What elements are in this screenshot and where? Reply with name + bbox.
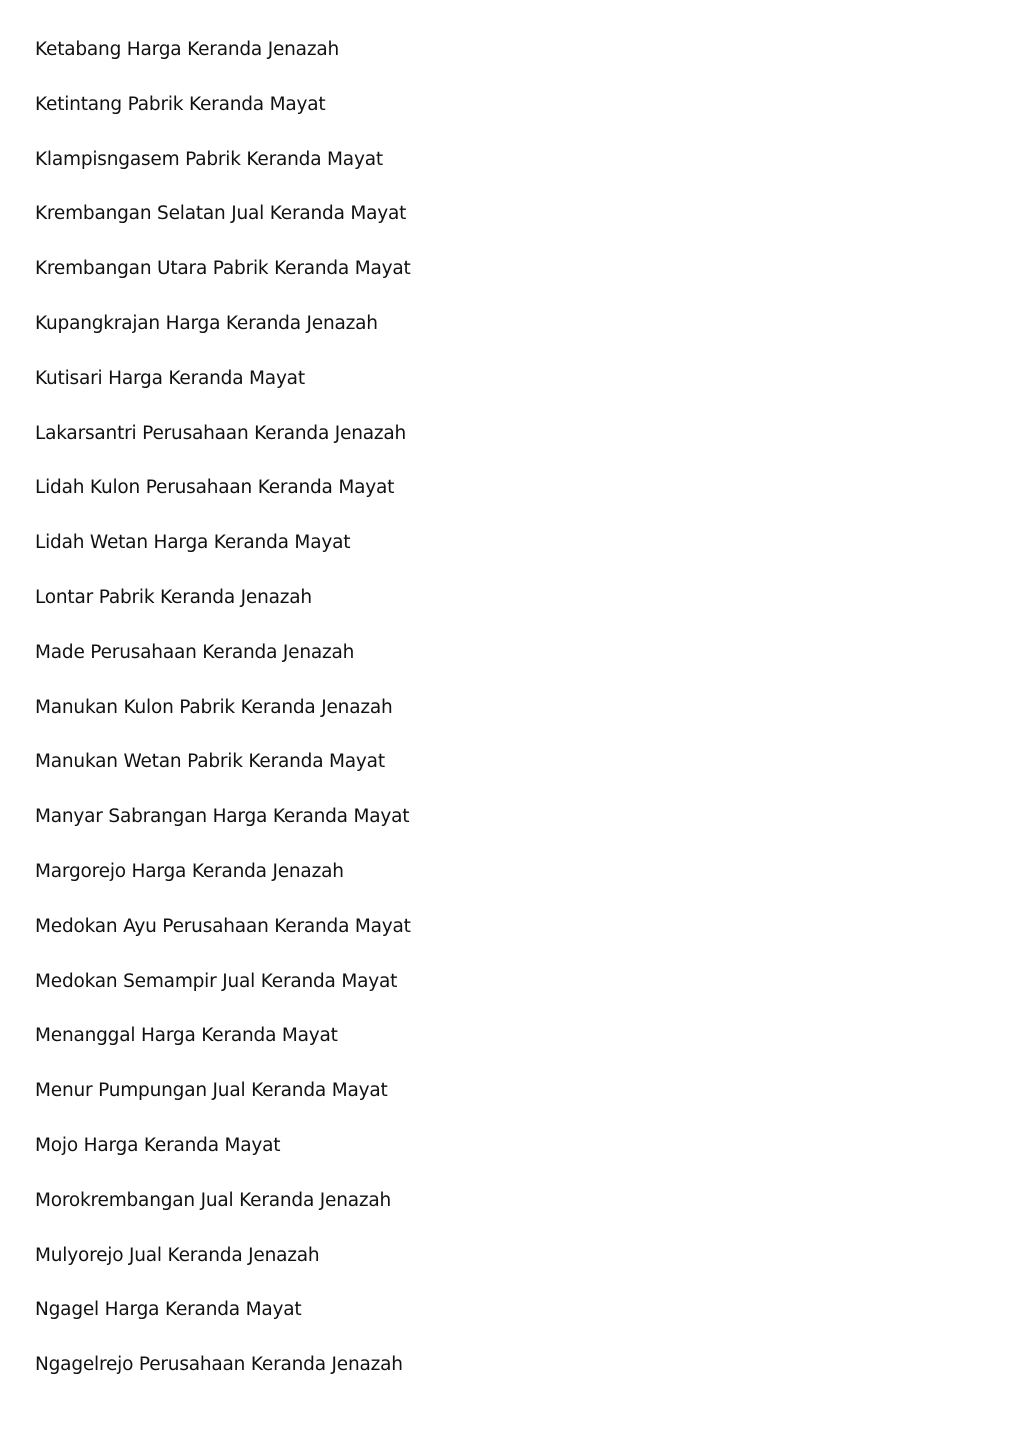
text-line: Ketintang Pabrik Keranda Mayat: [35, 93, 326, 115]
text-line: Manukan Kulon Pabrik Keranda Jenazah: [35, 696, 393, 718]
text-line: Manukan Wetan Pabrik Keranda Mayat: [35, 751, 385, 773]
text-line: Lidah Kulon Perusahaan Keranda Mayat: [35, 477, 395, 499]
text-line: Margorejo Harga Keranda Jenazah: [35, 860, 344, 882]
text-line: Lakarsantri Perusahaan Keranda Jenazah: [35, 422, 407, 444]
text-line-list: [35, 36, 411, 1406]
text-line: Made Perusahaan Keranda Jenazah: [35, 641, 355, 663]
text-line: Manyar Sabrangan Harga Keranda Mayat: [35, 806, 410, 828]
text-line: Krembangan Selatan Jual Keranda Mayat: [35, 203, 407, 225]
text-line: Kupangkrajan Harga Keranda Jenazah: [35, 312, 378, 334]
text-line: Medokan Semampir Jual Keranda Mayat: [35, 970, 398, 992]
text-line: Menur Pumpungan Jual Keranda Mayat: [35, 1080, 388, 1102]
text-line: Mulyorejo Jual Keranda Jenazah: [35, 1244, 320, 1266]
text-line: Lontar Pabrik Keranda Jenazah: [35, 586, 312, 608]
text-line: Menanggal Harga Keranda Mayat: [35, 1025, 338, 1047]
text-line: Lidah Wetan Harga Keranda Mayat: [35, 532, 351, 554]
text-line: Ngagelrejo Perusahaan Keranda Jenazah: [35, 1354, 403, 1376]
text-line: Ketabang Harga Keranda Jenazah: [35, 39, 339, 60]
text-line: Klampisngasem Pabrik Keranda Mayat: [35, 148, 383, 170]
text-line: Morokrembangan Jual Keranda Jenazah: [35, 1189, 392, 1211]
text-line: Krembangan Utara Pabrik Keranda Mayat: [35, 258, 411, 280]
text-line: Mojo Harga Keranda Mayat: [35, 1134, 281, 1156]
text-line: Ngagel Harga Keranda Mayat: [35, 1299, 302, 1321]
text-line: Kutisari Harga Keranda Mayat: [35, 367, 305, 389]
text-line: Medokan Ayu Perusahaan Keranda Mayat: [35, 915, 411, 937]
